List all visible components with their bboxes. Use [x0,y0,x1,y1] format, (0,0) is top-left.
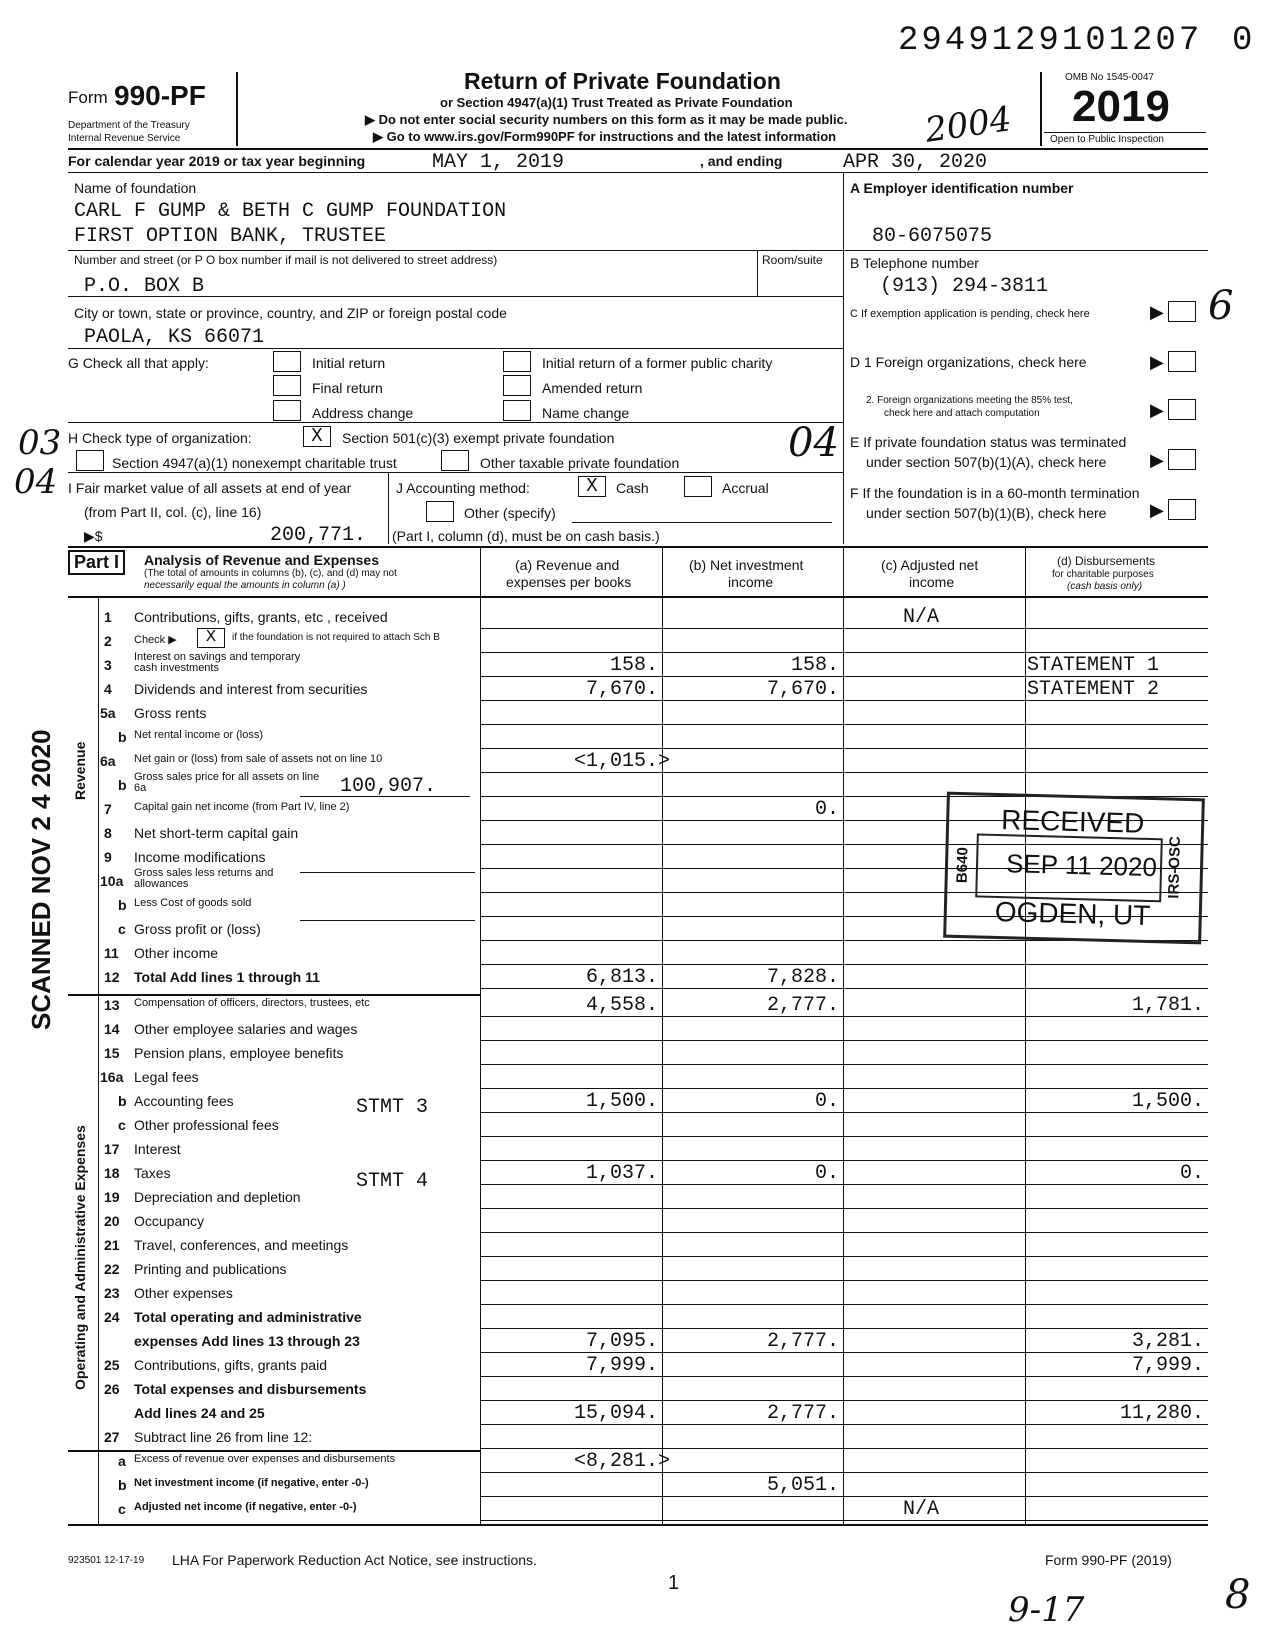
col-a-value[interactable]: 1,037. [585,1162,658,1185]
arrow-icon: ▶ [1150,302,1164,322]
line-label: Dividends and interest from securities [134,681,368,697]
line-number: 24 [104,1309,120,1325]
row-rule [480,1208,1208,1209]
line-label: Gross rents [134,705,207,721]
col-a-value[interactable]: 7,999. [585,1354,658,1377]
stamp-ogden: OGDEN, UT [994,895,1151,932]
nonexempt-trust-checkbox[interactable] [76,450,104,471]
line-label: Printing and publications [134,1261,287,1277]
foreign-85-label2: check here and attach computation [884,408,1040,419]
side-label-expenses: Operating and Administrative Expenses [72,1125,88,1390]
row-rule [480,1496,1208,1497]
other-taxable-label: Other taxable private foundation [480,455,680,471]
city-state-zip[interactable]: PAOLA, KS 66071 [84,326,265,349]
row-rule [480,1064,1208,1065]
fmv-label1: I Fair market value of all assets at end of year [68,480,352,496]
line-label: Gross sales less returns and allowances [134,867,274,890]
line-label: Gross sales price for all assets on line 6a [134,771,320,794]
handwritten-six: 6 [1208,283,1234,329]
street-address[interactable]: P.O. BOX B [84,275,205,298]
final-return-label: Final return [312,380,383,396]
handwritten-03: 03 [18,423,62,463]
form-word: Form [68,88,108,107]
cash-checkbox[interactable]: X [578,476,606,497]
address-change-checkbox[interactable] [273,400,301,421]
other-taxable-checkbox[interactable] [441,450,469,471]
col-a-value[interactable]: 158. [609,654,658,677]
col-a-value[interactable]: 7,670. [585,678,658,701]
line-label: Travel, conferences, and meetings [134,1237,349,1253]
street-label: Number and street (or P O box number if mail is not delivered to street address) [74,253,498,267]
col-b-value[interactable]: 7,670. [766,678,839,701]
arrow-icon: ▶ [1150,450,1164,470]
and-ending-label: , and ending [700,153,783,169]
line-label: Adjusted net income (if negative, enter -0-) [134,1501,357,1513]
col-d-value[interactable]: 1,781. [1131,994,1204,1017]
row-rule [480,1160,1208,1161]
line-label: Depreciation and depletion [134,1189,301,1205]
amended-return-label: Amended return [542,380,643,396]
line-number: 5a [100,705,116,721]
row-rule [480,724,1208,725]
line-label: Net investment income (if negative, enter -0-) [134,1477,369,1489]
col-d-header2: for charitable purposes [1052,569,1154,580]
tax-year-label: For calendar year 2019 or tax year beginning [68,153,366,169]
row-rule [480,1304,1208,1305]
line-number: 20 [104,1213,120,1229]
form-subtitle: or Section 4947(a)(1) Trust Treated as Private Foundation [440,95,793,110]
line-number: c [118,1117,126,1133]
phone-value[interactable]: (913) 294-3811 [880,275,1049,298]
line-label: Check ▶ [134,634,177,646]
termination-60-checkbox[interactable] [1168,499,1196,520]
accounting-method-label: J Accounting method: [396,480,530,496]
col-b-value[interactable]: 0. [814,1090,839,1113]
stmt-3-ref[interactable]: STMT 3 [356,1096,429,1119]
row-rule [480,964,1208,965]
col-a-value[interactable]: 6,813. [585,966,658,989]
col-c-header2: income [909,574,955,590]
arrow-icon: ▶ [1150,352,1164,372]
exempt-501c3-label: Section 501(c)(3) exempt private foundation [342,430,615,446]
scanned-stamp: SCANNED NOV 2 4 2020 [26,729,56,1030]
col-c-value[interactable]: N/A [903,606,940,629]
col-a-header1: (a) Revenue and [515,557,620,573]
phone-label: B Telephone number [850,255,979,271]
document-locator-number: 2949129101207 [898,22,1203,60]
initial-return-label: Initial return [312,355,386,371]
row-rule [480,1520,1208,1521]
foundation-name-line2[interactable]: FIRST OPTION BANK, TRUSTEE [74,225,387,248]
line-number: 8 [104,825,112,841]
city-label: City or town, state or province, country, and ZIP or foreign postal code [74,305,507,321]
ein-label: A Employer identification number [850,180,1074,196]
col-b-value[interactable]: 158. [790,654,839,677]
col-d-value[interactable]: 1,500. [1131,1090,1204,1113]
col-a-value[interactable]: 15,094. [573,1402,658,1425]
privacy-notice: ▶ Do not enter social security numbers on this form as it may be made public. [365,112,848,127]
tax-year-end[interactable]: APR 30, 2020 [843,151,988,174]
line-number: b [118,729,127,745]
line-number: b [118,1477,127,1493]
foundation-name-label: Name of foundation [74,180,197,196]
line-number: 18 [104,1165,120,1181]
line-number: b [118,777,127,793]
col-d-value[interactable]: 0. [1179,1162,1204,1185]
line-label: Contributions, gifts, grants paid [134,1357,327,1373]
line-number: 13 [104,997,120,1013]
received-stamp [943,792,1205,945]
line-number: a [118,1453,126,1469]
ein-value[interactable]: 80-6075075 [872,225,993,248]
footer-lha: LHA For Paperwork Reduction Act Notice, see instructions. [172,1552,537,1568]
name-change-label: Name change [542,405,630,421]
line-label: Interest on savings and temporary cash investments [134,651,301,674]
line-number: 26 [104,1381,120,1397]
section-g-label: G Check all that apply: [68,355,209,371]
terminated-label2: under section 507(b)(1)(A), check here [866,454,1107,470]
side-label-revenue: Revenue [72,741,88,800]
part-i-desc2: necessarily equal the amounts in column (a) ) [144,580,346,591]
stamp-date: SEP 11 2020 [1005,848,1158,883]
line-label: Other income [134,945,219,961]
line-label: Gross profit or (loss) [134,921,261,937]
accrual-checkbox[interactable] [684,476,712,497]
col-a-value[interactable]: <8,281.> [573,1450,670,1473]
stamp-received: RECEIVED [1000,804,1145,839]
terminated-checkbox[interactable] [1168,449,1196,470]
handwritten-year-note: 2004 [922,99,1014,151]
nonexempt-trust-label: Section 4947(a)(1) nonexempt charitable trust [112,455,397,471]
row-rule [480,1040,1208,1041]
dln-suffix: 0 [1232,22,1253,60]
exemption-pending-checkbox[interactable] [1168,301,1196,322]
line-number: 9 [104,849,112,865]
line-number: 21 [104,1237,120,1253]
line-number: 1 [104,609,112,625]
line-number: 19 [104,1189,120,1205]
irs-website-notice: ▶ Go to www.irs.gov/Form990PF for instructions and the latest information [373,129,837,144]
col-d-header1: (d) Disbursements [1057,554,1156,568]
foreign-85-checkbox[interactable] [1168,399,1196,420]
col-c-value[interactable]: N/A [903,1498,940,1521]
col-a-value[interactable]: 1,500. [585,1090,658,1113]
room-suite-label: Room/suite [762,253,823,267]
initial-former-checkbox[interactable] [503,351,531,372]
arrow-icon: ▶ [1150,400,1164,420]
exemption-pending-label: C If exemption application is pending, check here [850,308,1090,320]
stmt-4-ref[interactable]: STMT 4 [356,1170,429,1193]
line-number: 7 [104,801,112,817]
line-label: Capital gain net income (from Part IV, line 2) [134,801,350,813]
termination-60-label1: F If the foundation is in a 60-month termination [850,485,1140,501]
col-d-value[interactable]: 3,281. [1131,1330,1204,1353]
handwritten-04: 04 [788,420,839,466]
form-title: Return of Private Foundation [464,68,781,94]
address-change-label: Address change [312,405,414,421]
open-to-inspection: Open to Public Inspection [1050,134,1164,145]
line-label: Less Cost of goods sold [134,897,252,909]
foreign-org-checkbox[interactable] [1168,351,1196,372]
col-d-header3: (cash basis only) [1067,581,1143,592]
form-number: 990-PF [114,80,206,111]
cash-basis-note: (Part I, column (d), must be on cash basis.) [392,528,660,544]
col-b-value[interactable]: 2,777. [766,994,839,1017]
row-rule [480,748,1208,749]
row-rule [480,1088,1208,1089]
line-number: 25 [104,1357,120,1373]
line-label: Subtract line 26 from line 12: [134,1429,313,1445]
name-change-checkbox[interactable] [503,400,531,421]
fmv-label2: (from Part II, col. (c), line 16) [84,504,262,520]
row-rule [480,1328,1208,1329]
col-b-value[interactable]: 0. [814,1162,839,1185]
line-label: Total operating and administrative [134,1309,362,1325]
col-a-value[interactable]: 7,095. [585,1330,658,1353]
termination-60-label2: under section 507(b)(1)(B), check here [866,505,1107,521]
line-number: b [118,897,127,913]
line-number: 10a [100,873,124,889]
line-number: 3 [104,657,112,673]
cash-label: Cash [616,480,649,496]
final-return-checkbox[interactable] [273,375,301,396]
col-d-value[interactable]: 7,999. [1131,1354,1204,1377]
row-rule [480,1256,1208,1257]
col-b-value[interactable]: 7,828. [766,966,839,989]
line-label: Net short-term capital gain [134,825,299,841]
fmv-dollar: ▶$ [84,528,103,544]
omb-number: OMB No 1545-0047 [1065,72,1154,83]
initial-former-label: Initial return of a former public charity [542,355,773,371]
handwritten-04-left: 04 [14,462,58,502]
col-b-value[interactable]: 2,777. [766,1402,839,1425]
col-c-header1: (c) Adjusted net [881,557,979,573]
terminated-label1: E If private foundation status was terminated [850,434,1127,450]
line-number: c [118,921,126,937]
part-i-desc1: (The total of amounts in columns (b), (c), and (d) may not [144,568,397,579]
line-label: Net rental income or (loss) [134,729,263,741]
other-method-label: Other (specify) [464,505,556,521]
line-number: 16a [100,1069,124,1085]
row-rule [480,652,1208,653]
col-b-header2: income [728,574,774,590]
gross-sales-6b[interactable]: 100,907. [340,775,437,798]
line-label: expenses Add lines 13 through 23 [134,1333,360,1349]
foundation-name-line1[interactable]: CARL F GUMP & BETH C GUMP FOUNDATION [74,200,507,223]
col-a-header2: expenses per books [506,574,632,590]
section-h-label: H Check type of organization: [68,430,252,446]
line-number: b [118,1093,127,1109]
col-b-value[interactable]: 0. [814,798,839,821]
col-d-value[interactable]: STATEMENT 1 [1027,654,1160,677]
col-a-value[interactable]: <1,015.> [573,750,670,773]
col-d-value[interactable]: STATEMENT 2 [1027,678,1160,701]
foreign-85-label1: 2. Foreign organizations meeting the 85% test, [866,395,1073,406]
line-label: Net gain or (loss) from sale of assets not on line 10 [134,753,383,765]
exempt-501c3-checkbox[interactable]: X [303,426,331,447]
line-label: Interest [134,1141,181,1157]
line-label: Compensation of officers, directors, trustees, etc [134,997,370,1009]
other-method-checkbox[interactable] [426,501,454,522]
line-number: 15 [104,1045,120,1061]
row-rule [480,1448,1208,1449]
line-label: Excess of revenue over expenses and disbursements [134,1453,396,1465]
line-label: Total Add lines 1 through 11 [134,969,320,985]
line-number: 4 [104,681,112,697]
line-label: Taxes [134,1165,171,1181]
line-label: Pension plans, employee benefits [134,1045,344,1061]
line-number: 6a [100,753,116,769]
line-number: 23 [104,1285,120,1301]
part-i-badge: Part I [68,550,125,575]
line-label: Other professional fees [134,1117,279,1133]
line-label: Legal fees [134,1069,199,1085]
arrow-icon: ▶ [1150,500,1164,520]
line-label: Income modifications [134,849,266,865]
line-label: Add lines 24 and 25 [134,1405,265,1421]
sch-b-note: if the foundation is not required to attach Sch B [232,632,440,643]
footer-form: Form 990-PF (2019) [1045,1552,1172,1568]
line-number: 22 [104,1261,120,1277]
line-label: Total expenses and disbursements [134,1381,367,1397]
stamp-left-code: B640 [953,847,972,884]
dept-line2: Internal Revenue Service [68,133,181,144]
fmv-value[interactable]: 200,771. [270,524,367,547]
line-label: Other expenses [134,1285,233,1301]
col-b-header1: (b) Net investment [689,557,804,573]
accrual-label: Accrual [722,480,769,496]
col-b-value[interactable]: 5,051. [766,1474,839,1497]
amended-return-checkbox[interactable] [503,375,531,396]
col-b-value[interactable]: 2,777. [766,1330,839,1353]
col-a-value[interactable]: 4,558. [585,994,658,1017]
row-rule [480,1400,1208,1401]
initial-return-checkbox[interactable] [273,351,301,372]
line-label: Other employee salaries and wages [134,1021,358,1037]
line-label: Occupancy [134,1213,205,1229]
stamp-right-code: IRS-OSC [1165,835,1184,899]
line-number: 2 [104,633,112,649]
col-d-value[interactable]: 11,280. [1119,1402,1204,1425]
handwritten-eight: 8 [1225,1572,1251,1618]
sch-b-checkbox[interactable]: X [197,628,225,648]
line-label: Contributions, gifts, grants, etc , received [134,609,388,625]
row-rule [480,1280,1208,1281]
footer-code: 923501 12-17-19 [68,1555,145,1566]
line-number: 12 [104,969,120,985]
line-number: 17 [104,1141,120,1157]
line-number: 11 [104,945,119,961]
tax-year-begin[interactable]: MAY 1, 2019 [432,151,565,174]
tax-year-box: 2019 [1072,82,1170,131]
line-number: c [118,1501,126,1517]
row-rule [480,628,1208,629]
part-i-title: Analysis of Revenue and Expenses [144,552,379,568]
handwritten-9-17: 9-17 [1008,1590,1085,1630]
line-label: Accounting fees [134,1093,234,1109]
row-rule [480,1136,1208,1137]
line-number: 27 [104,1429,120,1445]
row-rule [480,1232,1208,1233]
page-number: 1 [668,1572,680,1594]
dept-line1: Department of the Treasury [68,120,190,131]
line-number: 14 [104,1021,120,1037]
foreign-org-label: D 1 Foreign organizations, check here [850,354,1087,370]
